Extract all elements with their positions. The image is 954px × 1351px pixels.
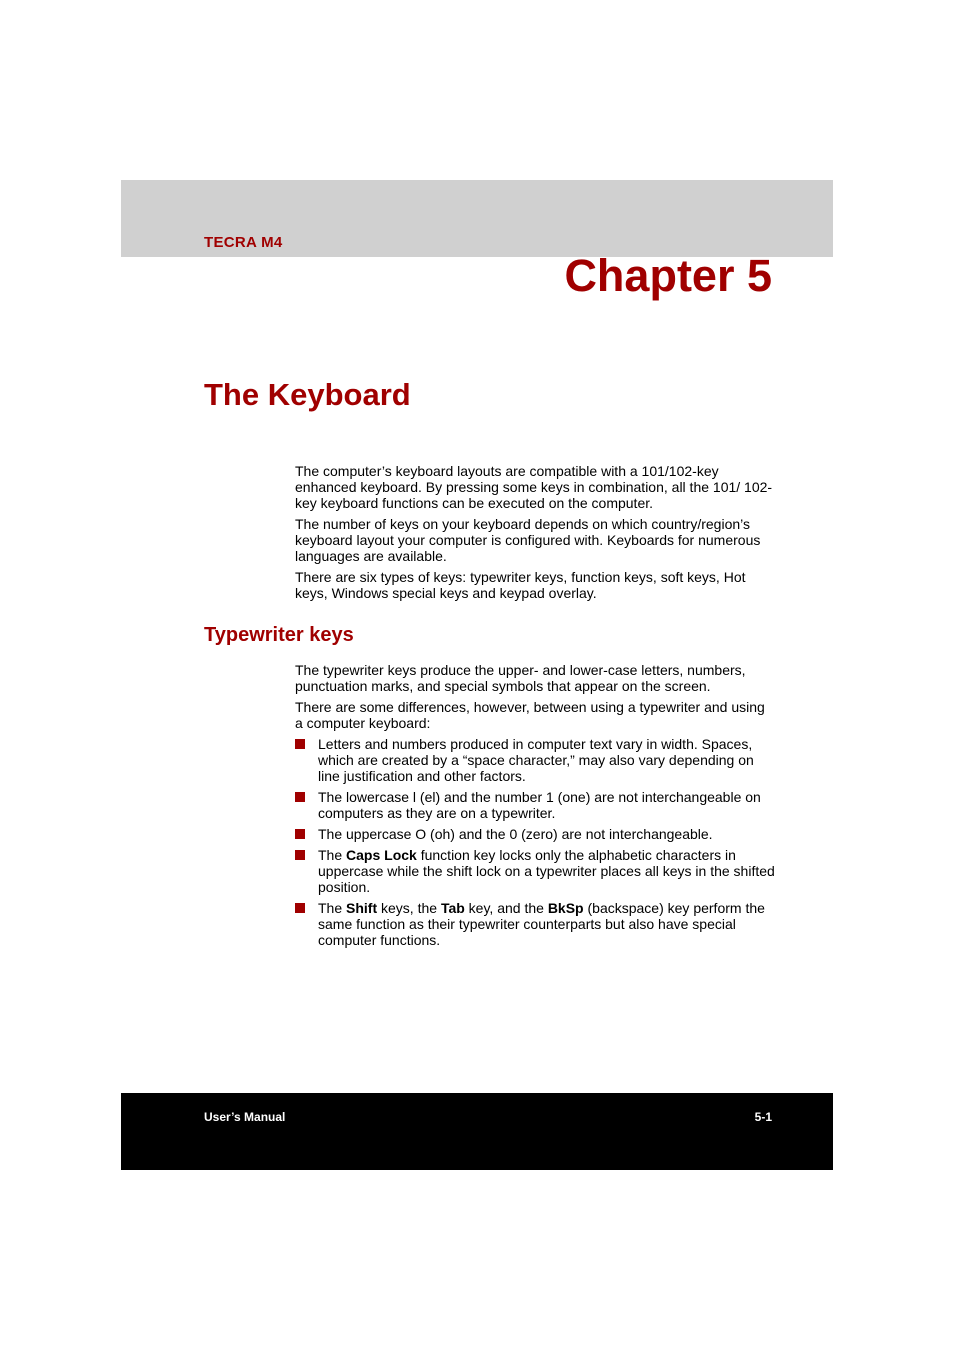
list-item-text xyxy=(318,900,765,948)
page-number: 5-1 xyxy=(754,1110,772,1124)
chapter-heading: Chapter 5 xyxy=(564,250,772,301)
key-name-shift: Shift xyxy=(346,900,378,916)
intro-section xyxy=(295,463,775,606)
square-bullet-icon xyxy=(295,903,305,913)
square-bullet-icon xyxy=(295,739,305,749)
key-name-caps-lock: Caps Lock xyxy=(346,847,417,863)
text-run: function key locks only the alphabetic characters in uppercase while the shift lock on a typewriter places all keys in the shifted position. xyxy=(318,847,775,895)
intro-paragraph: The number of keys on your keyboard depends on which country/region’s keyboard layout your computer is configured with. Keyboards for numerous languages are available. xyxy=(295,516,761,564)
list-item xyxy=(295,789,775,821)
text-run: The xyxy=(318,900,347,916)
typewriter-section xyxy=(295,662,775,953)
key-name-tab: Tab xyxy=(440,900,465,916)
page-title: The Keyboard xyxy=(204,377,411,412)
footer-manual-title: User’s Manual xyxy=(204,1110,286,1124)
text-run: (backspace) key perform the same function as their typewriter counterparts but also have special computer functions. xyxy=(318,900,765,948)
list-item-text: Letters and numbers produced in computer text vary in width. Spaces, which are created by a “space character,” may also vary depending on line justification and other factors. xyxy=(318,736,754,784)
list-item xyxy=(295,900,775,948)
square-bullet-icon xyxy=(295,792,305,802)
intro-paragraph: The computer’s keyboard layouts are compatible with a 101/102-key enhanced keyboard. By pressing some keys in combination, all the 101/ 102-key keyboard functions can be executed on the computer. xyxy=(295,463,773,511)
typewriter-paragraph: There are some differences, however, between using a typewriter and using a computer keyboard: xyxy=(295,699,765,731)
list-item xyxy=(295,736,775,784)
text-run: keys, the xyxy=(377,900,441,916)
text-run: The xyxy=(318,847,347,863)
key-name-bksp: BkSp xyxy=(547,900,584,916)
typewriter-paragraph: The typewriter keys produce the upper- and lower-case letters, numbers, punctuation marks, and special symbols that appear on the screen. xyxy=(295,662,746,694)
list-item-text: The uppercase O (oh) and the 0 (zero) are not interchangeable. xyxy=(318,826,713,842)
list-item xyxy=(295,847,775,895)
list-item-text: The lowercase l (el) and the number 1 (one) are not interchangeable on computers as they are on a typewriter. xyxy=(318,789,761,821)
section-heading-typewriter-keys: Typewriter keys xyxy=(204,624,354,646)
square-bullet-icon xyxy=(295,829,305,839)
differences-list xyxy=(295,736,775,948)
text-run: key, and the xyxy=(464,900,548,916)
list-item xyxy=(295,826,775,842)
list-item-text xyxy=(318,847,775,895)
product-name: TECRA M4 xyxy=(204,234,283,251)
footer-band xyxy=(121,1093,833,1170)
square-bullet-icon xyxy=(295,850,305,860)
intro-paragraph: There are six types of keys: typewriter keys, function keys, soft keys, Hot keys, Windows special keys and keypad overlay. xyxy=(295,569,746,601)
